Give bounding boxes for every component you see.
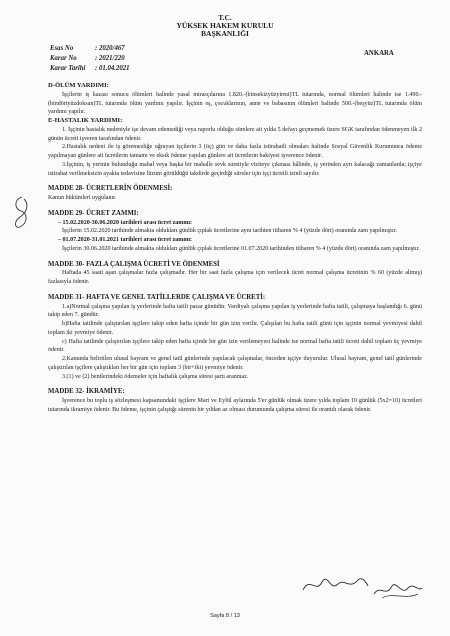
article-29-title: MADDE 29- ÜCRET ZAMMI: xyxy=(48,209,139,217)
article-31-text-5: 3.(1) ve (2) bentlerindeki ödemeler için haftalık çalışma süresi şartı aranmaz. xyxy=(62,373,249,380)
page-number: Sayfa 8 / 13 xyxy=(210,613,240,619)
article-29-text-1: İşçilerin 15.02.2020 tarihinde almakta oldukları günlük çıplak ücretlerine aynı tarihten itibaren % 4 (yüzde dört) oranında zam yapılmıştır. xyxy=(62,228,397,235)
case-meta xyxy=(50,44,130,74)
paragraph-olum: İşçilerin iş kazası sonucu ölümleri halinde yasal mirasçılarına 1.820.-(binsekizyüzyirmi)TL tutarında, normal ölümleri halinde ise 1.490.-(bindörtyüzdoksan)TL tutarında ölüm yardımı yapılır. İşçinin eş, çocuklarının, anne ve babasının ölümleri halinde 500.-(beşyüz)TL tutarında ölüm yardımı yapılır. xyxy=(48,91,422,116)
tarih-value: : 01.04.2021 xyxy=(95,65,130,72)
article-32-title: MADDE 32- İKRAMİYE: xyxy=(48,388,125,396)
article-30-text: Haftada 45 saati aşan çalışmalar fazla çalışmadır. Her bir saat fazla çalışma için verilecek ücret normal çalışma ücretinin % 60 (yüzde altmış) fazlasıyla ödenir. xyxy=(48,270,422,285)
article-31-text-2: b)Hafta tatilinde çalıştırılan işçilere takip eden hafta içinde bir gün izin verilir. Çalışılan bu hafta tatili günü için işçinin normal yevmiyesi dahil toplam iki yevmiye ödenir. xyxy=(48,321,422,336)
article-28-title: MADDE 28- ÜCRETLERİN ÖDENMESİ: xyxy=(48,185,173,193)
document-body xyxy=(48,82,422,415)
article-31-text-1: 1.a)Normal çalışma yapılan iş yerlerinde hafta tatili pazar günüdür. Vardiyalı çalışma yapılan iş yerlerinde hafta tatili, çalışmaya başlandığı 6. günü takip eden 7. gündür. xyxy=(48,303,422,319)
paragraph-hastalik-3: 3.İşçinin, iş yerinin bulunduğu mahal veya başka bir mahalle sevk suretiyle viziteye çıkması hâlinde, iş yerinden ayrı kalacağı zamanlarda; işçiye istirahat verilmeksizin ayakta tedavisine lüzum görüldüğü takdirde geçirdiği süreler için işçi ücretli izinli sayılır. xyxy=(48,161,422,177)
esas-label: Esas No xyxy=(50,45,74,52)
article-29-subtitle-2: – 01.07.2020-31.01.2021 tarihleri arası ücret zammı: xyxy=(58,237,193,243)
article-29-text-2: İşçilerin 30.06.2020 tarihinde almakta oldukları günlük çıplak ücretlerine 01.07.2020 tarihinden itibaren % 4 (yüzde dört) oranında zam yapılmıştır. xyxy=(62,245,420,252)
esas-value: : 2020/467 xyxy=(95,45,125,52)
header-institution: YÜKSEK HAKEM KURULU xyxy=(176,21,274,30)
city-label: ANKARA xyxy=(364,50,394,57)
signature-scribble-1 xyxy=(300,572,370,598)
article-28-text: Kanun hükümleri uygulanır. xyxy=(48,195,117,201)
article-32-text: İşverence bu toplu iş sözleşmesi kapsamındaki işçilere Mart ve Eylül aylarında 5'er günlük olmak üzere yılda toplam 10 günlük (5x2=10) ücretleri tutarında ikramiye ödenir. Bu ödeme, işçinin çalıştığı sürenin bir yıldan az olması durumunda çalışma süresi ile orantılı olarak ödenir. xyxy=(48,398,422,413)
article-31-text-3: c) Hafta tatilinde çalıştırılan işçilere takip eden hafta içinde bir gün izin verilemeyesi halinde ise normal hafta tatili ücreti dahil toplam üç yevmiye ödenir. xyxy=(48,338,422,354)
article-30-title: MADDE 30- FAZLA ÇALIŞMA ÜCRETİ VE ÖDENMESİ xyxy=(48,260,220,268)
paragraph-hastalik-2: 2.Hastalık nedeni ile iş göremezliğe uğrayan işçilerin 3 (üç) gün ve daha fazla istirahatli olmaları halinde Sosyal Güvenlik Kurumunca ödeme yapılmayan günlere ait ücretlerin tamamı ve eksik ödeme yapılan günlere ait ücretlerin bakiyesi işverence ödenir. xyxy=(48,144,422,159)
article-31-title: MADDE 31- HAFTA VE GENEL TATİLLERDE ÇALIŞMA VE ÜCRETİ: xyxy=(48,293,266,301)
article-29-subtitle-1: – 15.02.2020-30.06.2020 tarihleri arası ücret zammı: xyxy=(58,219,193,226)
signature-scribble-2 xyxy=(372,578,424,602)
paragraph-hastalik-1: 1. İşçinin hastalık nedeniyle işe devam edemediği veya raporlu olduğu sürelere ait yılda 5 defayı geçmemek üzere SGK tarafından ödenmeyen ilk 2 günün ücreti işveren tarafından ödenir. xyxy=(48,126,422,142)
section-title-hastalik: E-HASTALIK YARDIMI: xyxy=(48,117,123,124)
tarih-label: Karar Tarihi xyxy=(50,65,86,72)
karar-value: : 2021/220 xyxy=(95,55,125,62)
article-31-text-4: 2.Kanunda belirtilen ulusal bayram ve genel tatil günlerinde yapılacak çalışmalar, önceden işçiye duyurulur. Ulusal bayram, genel tatil günlerinde çalıştırılan işçilere çalıştıkları her bir gün için toplam 3 (bir+iki) yevmiye ödenir. xyxy=(48,356,422,371)
header-presidency: BAŞKANLIĞI xyxy=(201,29,249,38)
karar-label: Karar No xyxy=(50,55,77,62)
handwritten-margin-mark xyxy=(8,193,38,233)
header-tc: T.C. xyxy=(218,13,232,22)
section-title-olum: D-ÖLÜM YARDIMI: xyxy=(48,82,109,89)
